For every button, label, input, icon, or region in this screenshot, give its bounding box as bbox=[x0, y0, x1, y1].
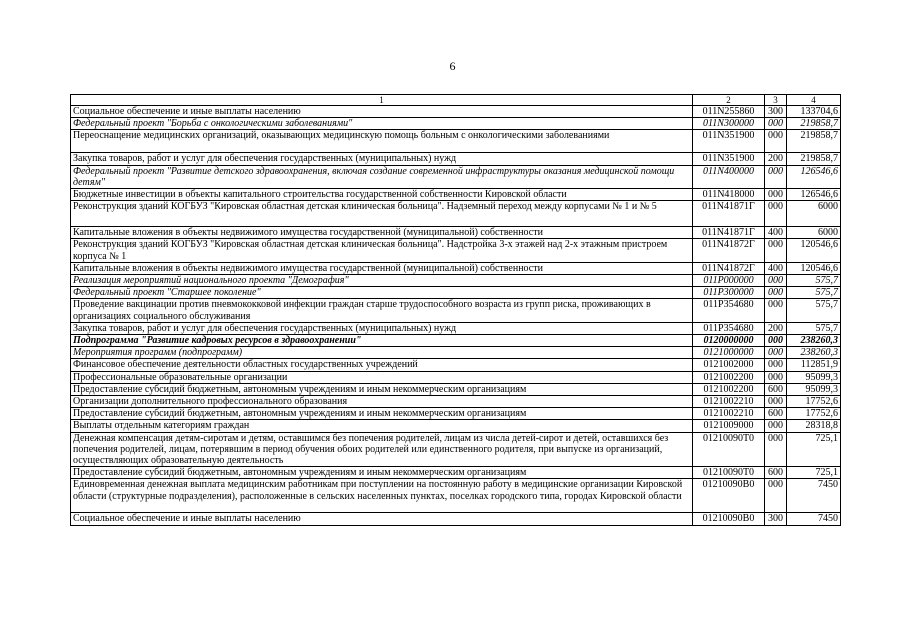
row-expense-type-cell: 000 bbox=[765, 335, 787, 347]
row-expense-type-cell: 000 bbox=[765, 275, 787, 287]
row-amount-cell: 6000 bbox=[787, 201, 841, 227]
table-row bbox=[71, 287, 841, 299]
row-expense-type-cell: 000 bbox=[765, 130, 787, 153]
table-row bbox=[71, 432, 841, 467]
row-expense-type-cell: 300 bbox=[765, 513, 787, 525]
row-amount-cell: 575,7 bbox=[787, 299, 841, 322]
row-code-cell: 011N351900 bbox=[693, 153, 765, 165]
row-expense-type-cell: 000 bbox=[765, 432, 787, 467]
table-row bbox=[71, 347, 841, 359]
table-body bbox=[71, 106, 841, 526]
row-expense-type-cell: 000 bbox=[765, 479, 787, 513]
row-amount-cell: 120546,6 bbox=[787, 239, 841, 262]
row-name-cell: Федеральный проект "Борьба с онкологическими заболеваниями" bbox=[71, 118, 693, 130]
row-expense-type-cell: 000 bbox=[765, 118, 787, 130]
row-amount-cell: 725,1 bbox=[787, 467, 841, 479]
table-row bbox=[71, 322, 841, 334]
row-code-cell: 011N418000 bbox=[693, 189, 765, 201]
row-name-cell: Денежная компенсация детям-сиротам и детям, оставшимся без попечения родителей, лицам из числа детей-сирот и детей, оставшихся без попечения родителей, лицам, потерявшим в период обучения обоих родителей или единственного родителя, при выпуске из организаций, осуществляющих образовательную деятельность bbox=[71, 432, 693, 467]
row-amount-cell: 238260,3 bbox=[787, 347, 841, 359]
row-code-cell: 011N41871Г bbox=[693, 227, 765, 239]
row-expense-type-cell: 000 bbox=[765, 396, 787, 408]
row-expense-type-cell: 000 bbox=[765, 347, 787, 359]
row-name-cell: Подпрограмма "Развитие кадровых ресурсов в здравоохранении" bbox=[71, 335, 693, 347]
table-row bbox=[71, 153, 841, 165]
row-amount-cell: 238260,3 bbox=[787, 335, 841, 347]
row-amount-cell: 133704,6 bbox=[787, 106, 841, 118]
table-row bbox=[71, 201, 841, 227]
row-code-cell: 011N41872Г bbox=[693, 262, 765, 274]
row-name-cell: Предоставление субсидий бюджетным, автономным учреждениям и иным некоммерческим организациям bbox=[71, 467, 693, 479]
budget-table bbox=[70, 94, 841, 526]
row-amount-cell: 7450 bbox=[787, 479, 841, 513]
row-amount-cell: 95099,3 bbox=[787, 383, 841, 395]
row-code-cell: 011N255860 bbox=[693, 106, 765, 118]
row-expense-type-cell: 000 bbox=[765, 165, 787, 188]
column-header-amount: 4 bbox=[787, 95, 841, 106]
row-name-cell: Федеральный проект "Развитие детского здравоохранения, включая создание современной инфраструктуры оказания медицинской помощи детям" bbox=[71, 165, 693, 188]
row-expense-type-cell: 600 bbox=[765, 408, 787, 420]
table-row bbox=[71, 165, 841, 188]
row-expense-type-cell: 300 bbox=[765, 106, 787, 118]
row-name-cell: Выплаты отдельным категориям граждан bbox=[71, 420, 693, 432]
row-code-cell: 01210090В0 bbox=[693, 513, 765, 525]
row-name-cell: Капитальные вложения в объекты недвижимого имущества государственной (муниципальной) собственности bbox=[71, 262, 693, 274]
row-amount-cell: 219858,7 bbox=[787, 153, 841, 165]
row-code-cell: 011P354680 bbox=[693, 322, 765, 334]
column-header-expense-type: 3 bbox=[765, 95, 787, 106]
row-expense-type-cell: 000 bbox=[765, 201, 787, 227]
table-row bbox=[71, 130, 841, 153]
row-code-cell: 01210090Т0 bbox=[693, 432, 765, 467]
row-name-cell: Закупка товаров, работ и услуг для обеспечения государственных (муниципальных) нужд bbox=[71, 153, 693, 165]
row-code-cell: 011N41871Г bbox=[693, 201, 765, 227]
row-amount-cell: 575,7 bbox=[787, 287, 841, 299]
table-header-row bbox=[71, 95, 841, 106]
row-name-cell: Капитальные вложения в объекты недвижимого имущества государственной (муниципальной) собственности bbox=[71, 227, 693, 239]
row-expense-type-cell: 000 bbox=[765, 287, 787, 299]
table-row bbox=[71, 420, 841, 432]
row-amount-cell: 120546,6 bbox=[787, 262, 841, 274]
table-row bbox=[71, 262, 841, 274]
row-name-cell: Профессиональные образовательные организации bbox=[71, 371, 693, 383]
row-name-cell: Бюджетные инвестиции в объекты капитального строительства государственной собственности Кировской области bbox=[71, 189, 693, 201]
row-amount-cell: 7450 bbox=[787, 513, 841, 525]
table-row bbox=[71, 106, 841, 118]
row-name-cell: Предоставление субсидий бюджетным, автономным учреждениям и иным некоммерческим организациям bbox=[71, 383, 693, 395]
table-row bbox=[71, 359, 841, 371]
table-row bbox=[71, 299, 841, 322]
row-expense-type-cell: 000 bbox=[765, 371, 787, 383]
row-name-cell: Переоснащение медицинских организаций, оказывающих медицинскую помощь больным с онкологическими заболеваниями bbox=[71, 130, 693, 153]
row-expense-type-cell: 600 bbox=[765, 467, 787, 479]
row-expense-type-cell: 400 bbox=[765, 227, 787, 239]
row-amount-cell: 28318,8 bbox=[787, 420, 841, 432]
row-code-cell: 011N300000 bbox=[693, 118, 765, 130]
row-code-cell: 011P300000 bbox=[693, 287, 765, 299]
row-amount-cell: 575,7 bbox=[787, 322, 841, 334]
row-amount-cell: 126546,6 bbox=[787, 165, 841, 188]
row-amount-cell: 725,1 bbox=[787, 432, 841, 467]
table-row bbox=[71, 371, 841, 383]
table-row bbox=[71, 118, 841, 130]
row-amount-cell: 219858,7 bbox=[787, 118, 841, 130]
row-name-cell: Мероприятия программ (подпрограмм) bbox=[71, 347, 693, 359]
row-expense-type-cell: 200 bbox=[765, 322, 787, 334]
table-row bbox=[71, 189, 841, 201]
row-code-cell: 0121002210 bbox=[693, 408, 765, 420]
row-code-cell: 0121002200 bbox=[693, 383, 765, 395]
row-code-cell: 011P000000 bbox=[693, 275, 765, 287]
page-number: 6 bbox=[449, 59, 456, 73]
row-expense-type-cell: 000 bbox=[765, 420, 787, 432]
row-amount-cell: 126546,6 bbox=[787, 189, 841, 201]
row-name-cell: Социальное обеспечение и иные выплаты населению bbox=[71, 106, 693, 118]
row-code-cell: 011N400000 bbox=[693, 165, 765, 188]
row-amount-cell: 219858,7 bbox=[787, 130, 841, 153]
row-name-cell: Единовременная денежная выплата медицинским работникам при поступлении на постоянную работу в медицинские организации Кировской области (структурные подразделения), расположенные в сельских населенных пунктах, поселках городского типа, городах Кировской области bbox=[71, 479, 693, 513]
row-expense-type-cell: 200 bbox=[765, 153, 787, 165]
row-amount-cell: 17752,6 bbox=[787, 408, 841, 420]
row-name-cell: Социальное обеспечение и иные выплаты населению bbox=[71, 513, 693, 525]
row-name-cell: Закупка товаров, работ и услуг для обеспечения государственных (муниципальных) нужд bbox=[71, 322, 693, 334]
row-amount-cell: 575,7 bbox=[787, 275, 841, 287]
row-code-cell: 0121000000 bbox=[693, 347, 765, 359]
row-code-cell: 0121009000 bbox=[693, 420, 765, 432]
row-code-cell: 01210090Т0 bbox=[693, 467, 765, 479]
row-code-cell: 0121002200 bbox=[693, 371, 765, 383]
row-amount-cell: 95099,3 bbox=[787, 371, 841, 383]
row-code-cell: 0121002000 bbox=[693, 359, 765, 371]
table-row bbox=[71, 239, 841, 262]
table-row bbox=[71, 479, 841, 513]
row-name-cell: Организации дополнительного профессионального образования bbox=[71, 396, 693, 408]
table-row bbox=[71, 275, 841, 287]
row-amount-cell: 6000 bbox=[787, 227, 841, 239]
table-row bbox=[71, 467, 841, 479]
row-code-cell: 011P354680 bbox=[693, 299, 765, 322]
table-row bbox=[71, 396, 841, 408]
row-code-cell: 01210090В0 bbox=[693, 479, 765, 513]
row-amount-cell: 17752,6 bbox=[787, 396, 841, 408]
row-name-cell: Реконструкция зданий КОГБУЗ "Кировская областная детская клиническая больница". Надстройка 3-х этажей над 2-х этажным пристроем корпуса № 1 bbox=[71, 239, 693, 262]
row-expense-type-cell: 000 bbox=[765, 239, 787, 262]
row-name-cell: Федеральный проект "Старшее поколение" bbox=[71, 287, 693, 299]
row-name-cell: Финансовое обеспечение деятельности областных государственных учреждений bbox=[71, 359, 693, 371]
row-code-cell: 011N41872Г bbox=[693, 239, 765, 262]
row-name-cell: Проведение вакцинации против пневмококковой инфекции граждан старше трудоспособного возраста из групп риска, проживающих в организациях социального обслуживания bbox=[71, 299, 693, 322]
row-amount-cell: 112851,9 bbox=[787, 359, 841, 371]
row-code-cell: 0121002210 bbox=[693, 396, 765, 408]
row-expense-type-cell: 400 bbox=[765, 262, 787, 274]
row-name-cell: Реконструкция зданий КОГБУЗ "Кировская областная детская клиническая больница". Надземный переход между корпусами № 1 и № 5 bbox=[71, 201, 693, 227]
row-expense-type-cell: 000 bbox=[765, 359, 787, 371]
row-expense-type-cell: 000 bbox=[765, 189, 787, 201]
table-row bbox=[71, 335, 841, 347]
table-row bbox=[71, 227, 841, 239]
row-code-cell: 0120000000 bbox=[693, 335, 765, 347]
row-expense-type-cell: 600 bbox=[765, 383, 787, 395]
row-name-cell: Предоставление субсидий бюджетным, автономным учреждениям и иным некоммерческим организациям bbox=[71, 408, 693, 420]
table-row bbox=[71, 408, 841, 420]
column-header-code: 2 bbox=[693, 95, 765, 106]
row-name-cell: Реализация мероприятий национального проекта "Демография" bbox=[71, 275, 693, 287]
table-row bbox=[71, 513, 841, 525]
row-expense-type-cell: 000 bbox=[765, 299, 787, 322]
column-header-name: 1 bbox=[71, 95, 693, 106]
table-row bbox=[71, 383, 841, 395]
row-code-cell: 011N351900 bbox=[693, 130, 765, 153]
